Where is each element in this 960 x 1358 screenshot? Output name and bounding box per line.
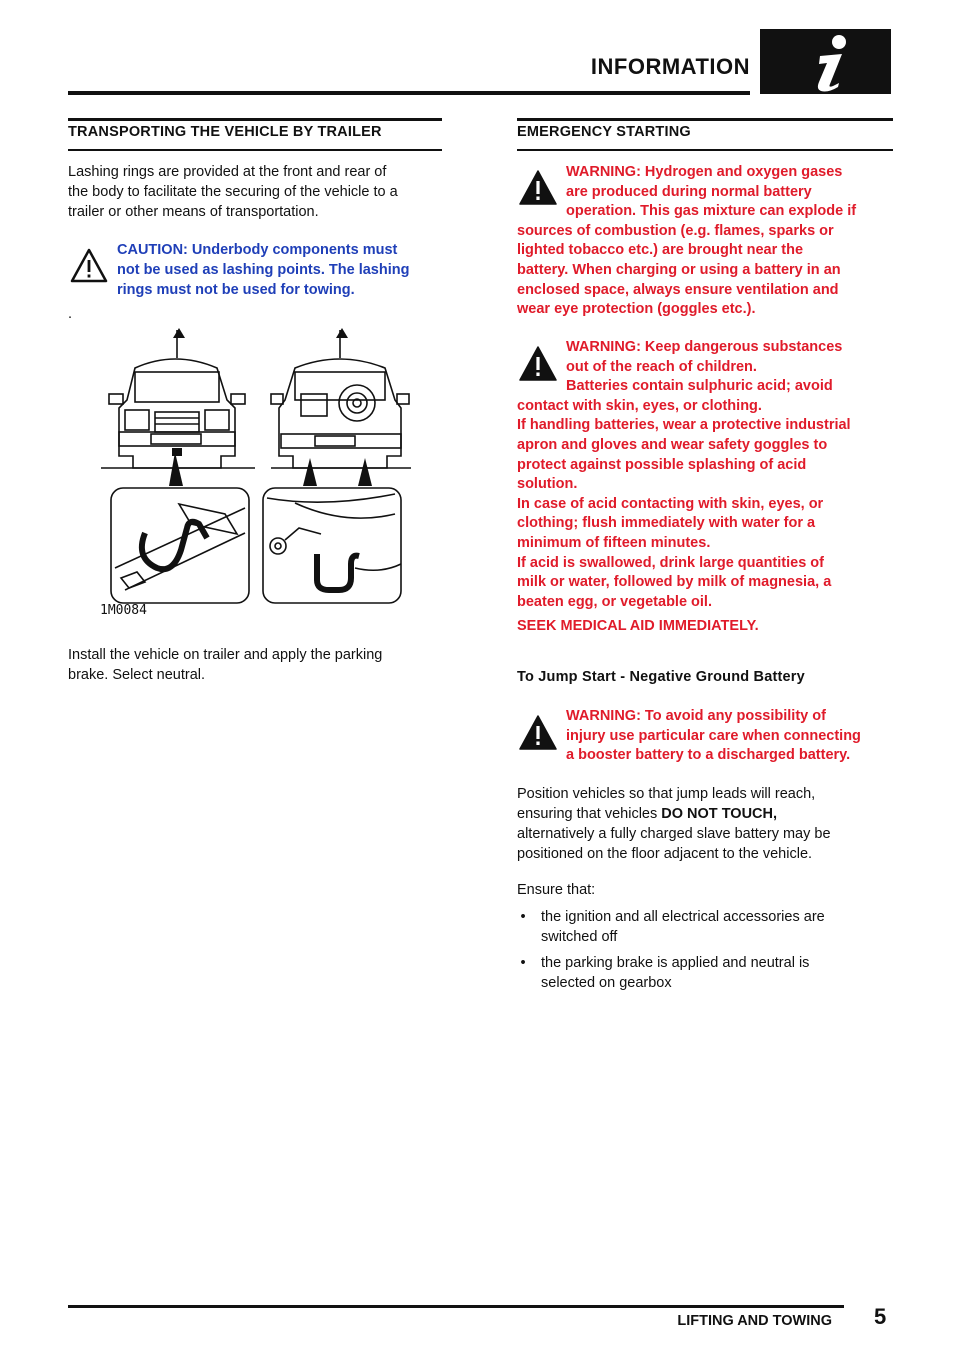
position-paragraph: Position vehicles so that jump leads will reach, ensuring that vehicles DO NOT TOUCH, alternatively a fully charged slave battery may be positioned on the floor adjacent to the vehicle. (517, 786, 831, 862)
do-not-touch-emphasis: DO NOT TOUCH, (661, 806, 778, 822)
left-heading-rule-bottom (68, 149, 442, 151)
warning-dangerous-substances: WARNING: Keep dangerous substances out of the reach of children. Batteries contain sulphuric acid; avoid contact with skin, eyes, or clothing. If handling batteries, wear a protective industrial apron and gloves and wear safety goggles to protect against possible splashing of acid solution. In case of acid contacting with skin, eyes, or clothing; flush immediately with water for a minimum of fifteen minutes. If acid is swallowed, drink large quantities of milk or water, followed by milk of magnesia, a beaten egg, or vegetable oil. (517, 339, 851, 610)
footer-rule (68, 1305, 844, 1308)
warning-triangle-icon (519, 715, 557, 751)
page-header-title: INFORMATION (590, 54, 750, 79)
warning-booster-battery: WARNING: To avoid any possibility of injury use particular care when connecting a booster battery to a discharged battery. (566, 708, 861, 764)
intro-paragraph: Lashing rings are provided at the front and rear of the body to facilitate the securing of the vehicle to a trailer or other means of transportation. (68, 164, 398, 220)
info-badge (760, 29, 891, 94)
header-rule (68, 91, 750, 95)
right-heading-rule-bottom (517, 149, 893, 151)
list-item: • the ignition and all electrical accessories are switched off (520, 909, 825, 945)
footer-section-title: LIFTING AND TOWING (677, 1313, 832, 1329)
caution-triangle-icon (70, 248, 108, 284)
caution-note: CAUTION: Underbody components must not be used as lashing points. The lashing rings must not be used for towing. (117, 242, 410, 298)
stray-dot: . (68, 306, 73, 322)
section-heading-emergency: EMERGENCY STARTING (517, 124, 691, 140)
page-number: 5 (874, 1304, 887, 1329)
lashing-ring-figure (95, 328, 415, 620)
right-heading-rule-top (517, 118, 893, 121)
jump-start-heading: To Jump Start - Negative Ground Battery (517, 669, 805, 685)
info-icon (760, 29, 891, 94)
ensure-list (517, 907, 897, 999)
left-heading-rule-top (68, 118, 442, 121)
warning-hydrogen: WARNING: Hydrogen and oxygen gases are produced during normal battery operation. This gas mixture can explode if sources of combustion (e.g. flames, sparks or lighted tobacco etc.) are brought near the battery. When charging or using a battery in an enclosed space, always ensure ventilation and wear eye protection (goggles etc.). (517, 164, 857, 318)
figure-label: 1M0084 (100, 603, 147, 618)
ensure-that: Ensure that: (517, 882, 596, 898)
list-item: • the parking brake is applied and neutral is selected on gearbox (520, 955, 810, 991)
section-heading-transporting: TRANSPORTING THE VEHICLE BY TRAILER (68, 124, 382, 140)
seek-medical-aid: SEEK MEDICAL AID IMMEDIATELY. (517, 618, 759, 634)
install-paragraph: Install the vehicle on trailer and apply the parking brake. Select neutral. (68, 647, 383, 683)
